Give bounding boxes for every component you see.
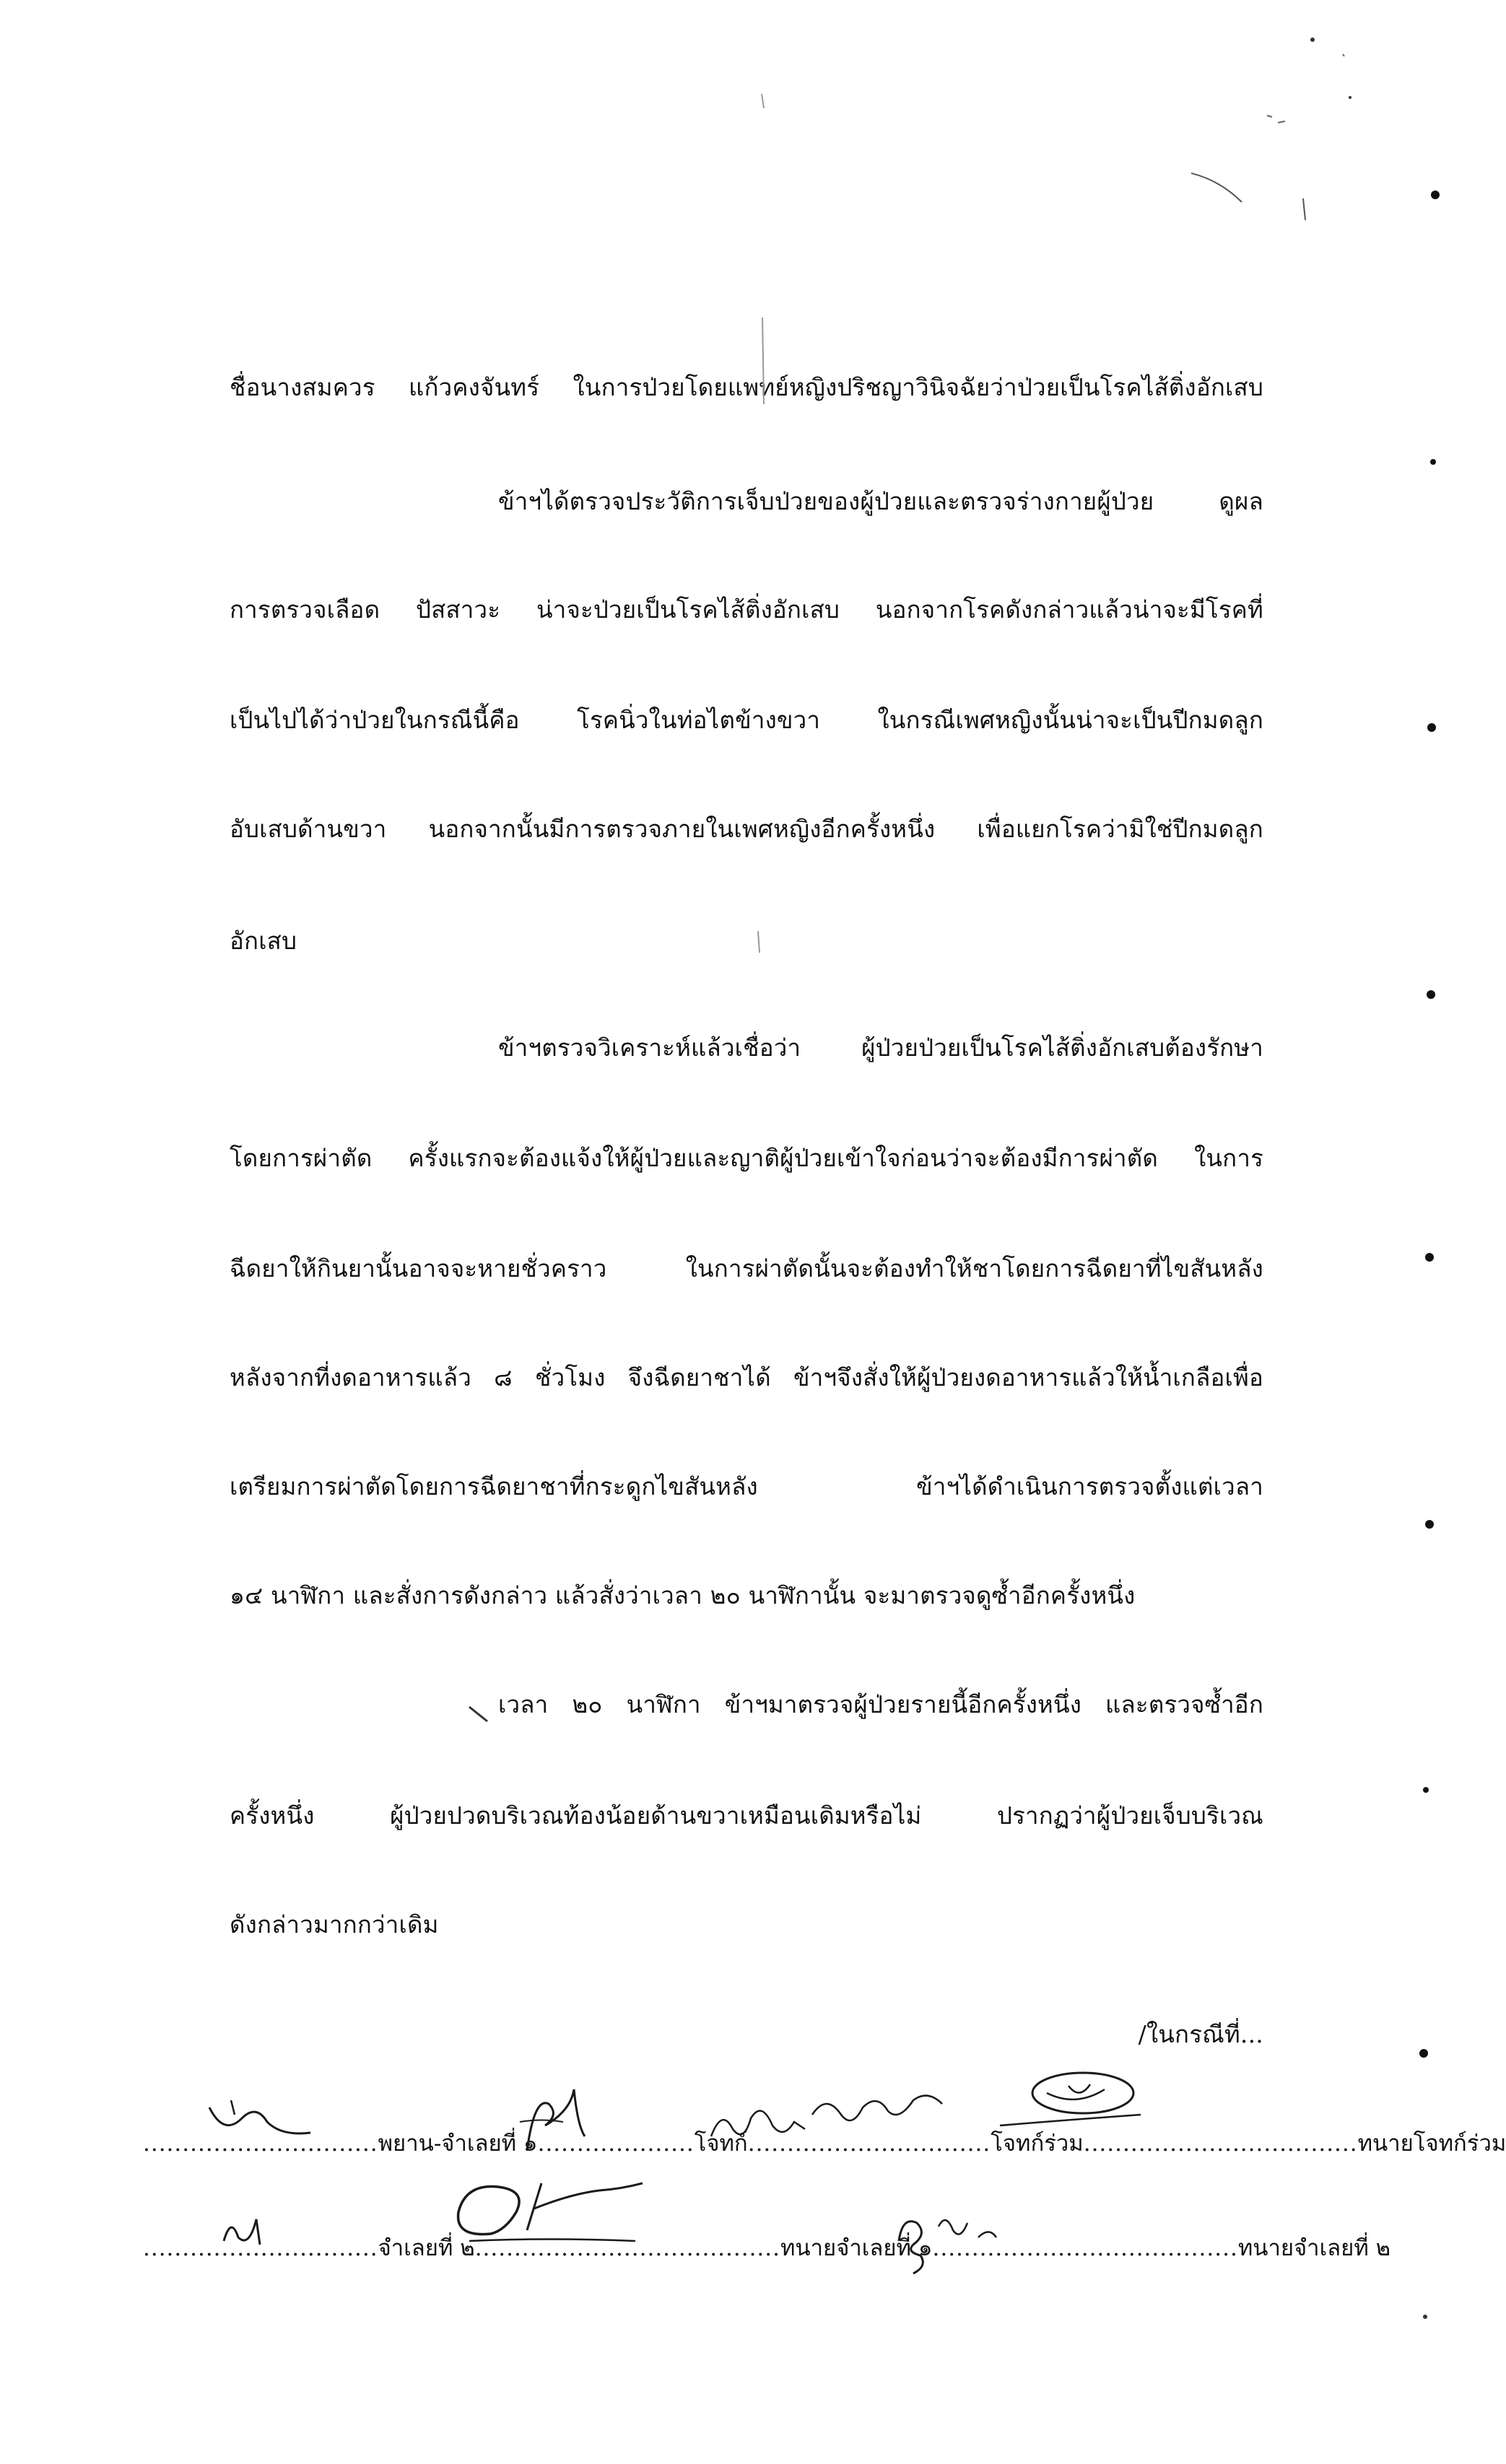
body-line-6: อักเสบ [230, 927, 297, 955]
body-line-3: การตรวจเลือด ปัสสาวะ น่าจะป่วยเป็นโรคไส้ติ่งอักเสบ นอกจากโรคดังกล่าวแล้วน่าจะมีโรคที่ [230, 595, 1263, 624]
signature-line: ....................................... [932, 2235, 1238, 2261]
defendant-1-lawyer-label: ทนายจำเลยที่ ๑ [780, 2235, 933, 2261]
signature-line: ....................................... [474, 2235, 780, 2261]
signature-line: ................................... [1083, 2131, 1358, 2157]
signature-row-2 [143, 2234, 1391, 2263]
body-line-8: โดยการผ่าตัด ครั้งแรกจะต้องแจ้งให้ผู้ป่วยและญาติผู้ป่วยเข้าใจก่อนว่าจะต้องมีการผ่าตัด ในการ [230, 1144, 1263, 1172]
defendant-2-lawyer-signature [884, 2198, 1007, 2277]
signature-line: .................... [537, 2131, 695, 2157]
signature-line: .............................. [143, 2131, 378, 2157]
continuation-note: /ในกรณีที่... [1138, 2020, 1263, 2048]
body-line-14: ครั้งหนึ่ง ผู้ป่วยปวดบริเวณท้องน้อยด้านขวาเหมือนเดิมหรือไม่ ปรากฏว่าผู้ป่วยเจ็บบริเวณ [230, 1801, 1263, 1830]
body-line-1: ชื่อนางสมควร แก้วคงจันทร์ ในการป่วยโดยแพทย์หญิงปริชญาวินิจฉัยว่าป่วยเป็นโรคไส้ติ่งอักเสบ [230, 373, 1263, 401]
defendant-2-lawyer-label: ทนายจำเลยที่ ๒ [1237, 2235, 1391, 2261]
body-line-7: ข้าฯตรวจวิเคราะห์แล้วเชื่อว่า ผู้ป่วยป่วยเป็นโรคไส้ติ่งอักเสบต้องรักษา [498, 1034, 1263, 1062]
body-line-5: อับเสบด้านขวา นอกจากนั้นมีการตรวจภายในเพศหญิงอีกครั้งหนึ่ง เพื่อแยกโรคว่ามิใช่ปีกมดลูก [230, 815, 1263, 843]
body-line-4: เป็นไปได้ว่าป่วยในกรณีนี้คือ โรคนิ่วในท่อไตข้างขวา ในกรณีเพศหญิงนั้นน่าจะเป็นปีกมดลูก [230, 706, 1263, 734]
body-line-9: ฉีดยาให้กินยานั้นอาจจะหายชั่วคราว ในการผ่าตัดนั้นจะต้องทำให้ชาโดยการฉีดยาที่ไขสันหลัง [230, 1254, 1263, 1283]
body-line-2: ข้าฯได้ตรวจประวัติการเจ็บป่วยของผู้ป่วยและตรวจร่างกายผู้ป่วย ดูผล [498, 487, 1263, 515]
co-plaintiff-lawyer-signature [996, 2064, 1155, 2136]
co-plaintiff-lawyer-label: ทนายโจทก์ร่วม [1357, 2131, 1506, 2157]
body-line-10: หลังจากที่งดอาหารแล้ว ๘ ชั่วโมง จึงฉีดยาชาได้ ข้าฯจึงสั่งให้ผู้ป่วยงดอาหารแล้วให้น้ำเกลือเพื่อ [230, 1363, 1263, 1392]
body-line-12: ๑๔ นาฬิกา และสั่งการดังกล่าว แล้วสั่งว่าเวลา ๒๐ นาฬิกานั้น จะมาตรวจดูซ้ำอีกครั้งหนึ่ง [230, 1581, 1136, 1609]
defendant-1-lawyer-signature [448, 2169, 650, 2248]
defendant-2-label: จำเลยที่ ๒ [378, 2235, 475, 2261]
body-line-11: เตรียมการผ่าตัดโดยการฉีดยาชาที่กระดูกไขสันหลัง ข้าฯได้ดำเนินการตรวจตั้งแต่เวลา [230, 1472, 1263, 1500]
witness-defendant-1-label: พยาน-จำเลยที่ ๑ [378, 2131, 538, 2157]
witness-signature [202, 2093, 325, 2144]
body-line-15: ดังกล่าวมากกว่าเดิม [230, 1910, 439, 1939]
co-plaintiff-handwritten-name [704, 2079, 964, 2147]
plaintiff-label: โจทก์ [694, 2131, 748, 2157]
co-plaintiff-label: โจทก์ร่วม [991, 2131, 1084, 2157]
body-line-13: เวลา ๒๐ นาฬิกา ข้าฯมาตรวจผู้ป่วยรายนี้อีกครั้งหนึ่ง และตรวจซ้ำอีก [498, 1690, 1263, 1718]
signature-line: .............................. [143, 2235, 378, 2261]
plaintiff-signature [505, 2082, 599, 2162]
signature-line: ............................... [747, 2131, 991, 2157]
defendant-2-signature [217, 2201, 274, 2252]
